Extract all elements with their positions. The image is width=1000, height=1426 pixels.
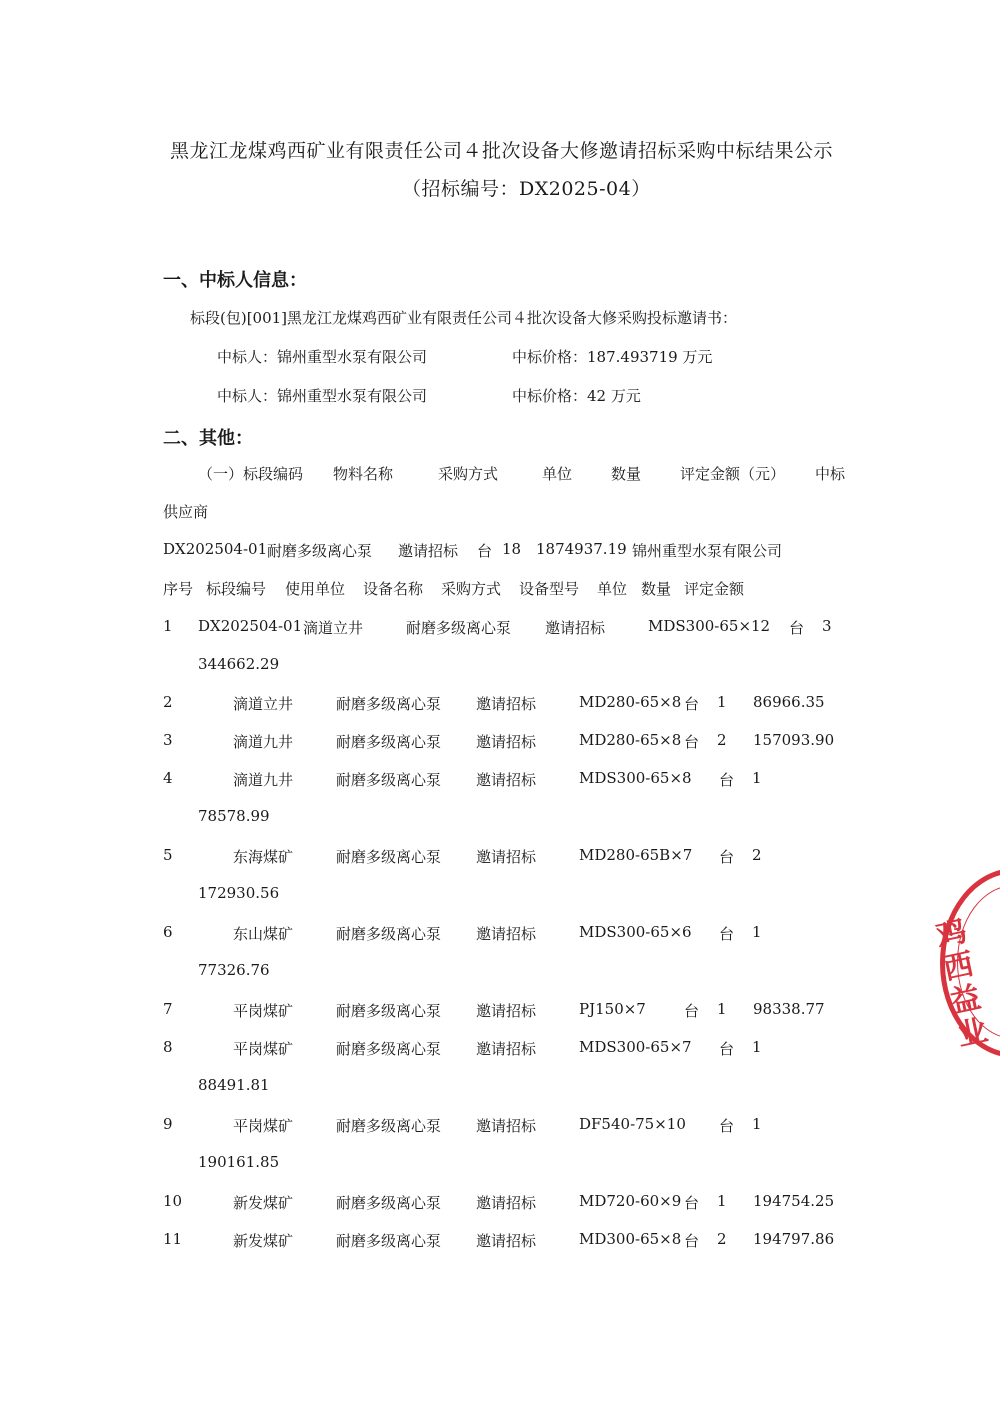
row-amount: 194797.86 — [753, 1230, 835, 1248]
row-method: 邀请招标 — [476, 771, 537, 789]
row-unit: 台 — [719, 925, 735, 943]
table-header-cell: 标段编号 — [206, 580, 267, 598]
row-qty: 1 — [717, 693, 727, 711]
sub-header-cell: 物料名称 — [333, 465, 394, 483]
row-amount: 172930.56 — [198, 884, 280, 902]
row-unit-org: 滴道立井 — [303, 619, 364, 637]
summary-method: 邀请招标 — [398, 542, 459, 560]
row-no: 1 — [163, 617, 173, 635]
summary-material: 耐磨多级离心泵 — [267, 542, 373, 560]
row-qty: 1 — [717, 1192, 727, 1210]
summary-amount: 1874937.19 — [536, 540, 627, 558]
row-method: 邀请招标 — [476, 1232, 537, 1250]
row-name: 耐磨多级离心泵 — [336, 1232, 442, 1250]
winner-1: 中标人：锦州重型水泵有限公司 — [217, 348, 428, 366]
row-model: MDS300-65×6 — [579, 923, 692, 941]
row-unit: 台 — [684, 1194, 700, 1212]
table-header-cell: 单位 — [597, 580, 628, 598]
row-name: 耐磨多级离心泵 — [336, 1002, 442, 1020]
table-header-cell: 序号 — [163, 580, 194, 598]
row-model: MDS300-65×8 — [579, 769, 692, 787]
row-name: 耐磨多级离心泵 — [406, 619, 512, 637]
row-no: 8 — [163, 1038, 173, 1056]
document-title: 黑龙江龙煤鸡西矿业有限责任公司４批次设备大修邀请招标采购中标结果公示 — [170, 140, 834, 162]
row-qty: 1 — [752, 1038, 762, 1056]
row-method: 邀请招标 — [476, 1117, 537, 1135]
row-model: MD300-65×8 — [579, 1230, 682, 1248]
row-unit: 台 — [684, 1232, 700, 1250]
row-no: 5 — [163, 846, 173, 864]
row-unit: 台 — [789, 619, 805, 637]
row-unit-org: 新发煤矿 — [233, 1194, 294, 1212]
row-no: 3 — [163, 731, 173, 749]
row-qty: 1 — [752, 923, 762, 941]
row-method: 邀请招标 — [476, 695, 537, 713]
section-2-heading: 二、其他： — [163, 428, 253, 449]
row-unit-org: 东海煤矿 — [233, 848, 294, 866]
row-unit: 台 — [719, 1040, 735, 1058]
row-name: 耐磨多级离心泵 — [336, 848, 442, 866]
row-model: PJ150×7 — [579, 1000, 646, 1018]
summary-supplier: 锦州重型水泵有限公司 — [632, 542, 783, 560]
row-unit-org: 新发煤矿 — [233, 1232, 294, 1250]
row-qty: 1 — [717, 1000, 727, 1018]
row-name: 耐磨多级离心泵 — [336, 695, 442, 713]
row-name: 耐磨多级离心泵 — [336, 1040, 442, 1058]
row-no: 4 — [163, 769, 173, 787]
row-unit: 台 — [719, 1117, 735, 1135]
row-qty: 1 — [752, 1115, 762, 1133]
row-model: MDS300-65×12 — [648, 617, 771, 635]
document-subtitle: （招标编号：DX2025-04） — [402, 178, 651, 200]
sub-header-cell: 采购方式 — [438, 465, 499, 483]
row-qty: 2 — [717, 1230, 727, 1248]
row-method: 邀请招标 — [476, 1194, 537, 1212]
summary-qty: 18 — [502, 540, 522, 558]
row-unit-org: 滴道九井 — [233, 771, 294, 789]
row-no: 10 — [163, 1192, 183, 1210]
row-name: 耐磨多级离心泵 — [336, 733, 442, 751]
row-method: 邀请招标 — [476, 848, 537, 866]
row-no: 7 — [163, 1000, 173, 1018]
row-amount: 190161.85 — [198, 1153, 280, 1171]
row-unit-org: 平岗煤矿 — [233, 1040, 294, 1058]
row-method: 邀请招标 — [476, 1040, 537, 1058]
stamp-text: 鸡西益业 — [933, 913, 991, 1054]
sub-header-cell: 数量 — [611, 465, 642, 483]
row-model: MDS300-65×7 — [579, 1038, 692, 1056]
row-qty: 3 — [822, 617, 832, 635]
row-model: DF540-75×10 — [579, 1115, 686, 1133]
row-name: 耐磨多级离心泵 — [336, 771, 442, 789]
row-unit-org: 平岗煤矿 — [233, 1117, 294, 1135]
row-amount: 194754.25 — [753, 1192, 835, 1210]
price-1: 中标价格：187.493719 万元 — [512, 348, 713, 366]
row-unit: 台 — [684, 695, 700, 713]
row-no: 11 — [163, 1230, 183, 1248]
summary-code: DX202504-01 — [163, 540, 268, 558]
table-header-cell: 采购方式 — [441, 580, 502, 598]
row-unit: 台 — [719, 771, 735, 789]
sub-header-cell: 单位 — [542, 465, 573, 483]
row-method: 邀请招标 — [476, 1002, 537, 1020]
row-amount: 344662.29 — [198, 655, 280, 673]
row-amount: 77326.76 — [198, 961, 270, 979]
row-unit-org: 东山煤矿 — [233, 925, 294, 943]
table-header-cell: 设备型号 — [519, 580, 580, 598]
row-amount: 78578.99 — [198, 807, 270, 825]
row-name: 耐磨多级离心泵 — [336, 1194, 442, 1212]
package-line: 标段(包)[001]黑龙江龙煤鸡西矿业有限责任公司４批次设备大修采购投标邀请书： — [190, 309, 738, 327]
row-qty: 2 — [752, 846, 762, 864]
row-name: 耐磨多级离心泵 — [336, 925, 442, 943]
table-header-cell: 使用单位 — [285, 580, 346, 598]
row-amount: 88491.81 — [198, 1076, 270, 1094]
row-name: 耐磨多级离心泵 — [336, 1117, 442, 1135]
row-code: DX202504-01 — [198, 617, 303, 635]
row-unit-org: 滴道九井 — [233, 733, 294, 751]
row-model: MD280-65B×7 — [579, 846, 693, 864]
sub-header-wrap: 供应商 — [163, 503, 209, 521]
row-unit: 台 — [719, 848, 735, 866]
row-unit: 台 — [684, 1002, 700, 1020]
row-no: 9 — [163, 1115, 173, 1133]
row-no: 6 — [163, 923, 173, 941]
row-unit-org: 滴道立井 — [233, 695, 294, 713]
table-header-cell: 设备名称 — [363, 580, 424, 598]
row-qty: 2 — [717, 731, 727, 749]
row-no: 2 — [163, 693, 173, 711]
row-method: 邀请招标 — [545, 619, 606, 637]
row-unit: 台 — [684, 733, 700, 751]
sub-header-cell: 评定金额（元） — [680, 465, 786, 483]
table-header-cell: 评定金额 — [684, 580, 745, 598]
row-model: MD720-60×9 — [579, 1192, 682, 1210]
row-method: 邀请招标 — [476, 925, 537, 943]
row-unit-org: 平岗煤矿 — [233, 1002, 294, 1020]
price-2: 中标价格：42 万元 — [512, 387, 641, 405]
summary-unit: 台 — [477, 542, 493, 560]
winner-2: 中标人：锦州重型水泵有限公司 — [217, 387, 428, 405]
row-model: MD280-65×8 — [579, 731, 682, 749]
row-amount: 157093.90 — [753, 731, 835, 749]
section-1-heading: 一、中标人信息： — [163, 270, 307, 291]
row-amount: 98338.77 — [753, 1000, 825, 1018]
sub-header-cell: （一）标段编码 — [198, 465, 304, 483]
row-qty: 1 — [752, 769, 762, 787]
row-model: MD280-65×8 — [579, 693, 682, 711]
sub-header-cell: 中标 — [815, 465, 846, 483]
row-amount: 86966.35 — [753, 693, 825, 711]
row-method: 邀请招标 — [476, 733, 537, 751]
official-stamp — [933, 868, 1000, 1058]
table-header-cell: 数量 — [641, 580, 672, 598]
